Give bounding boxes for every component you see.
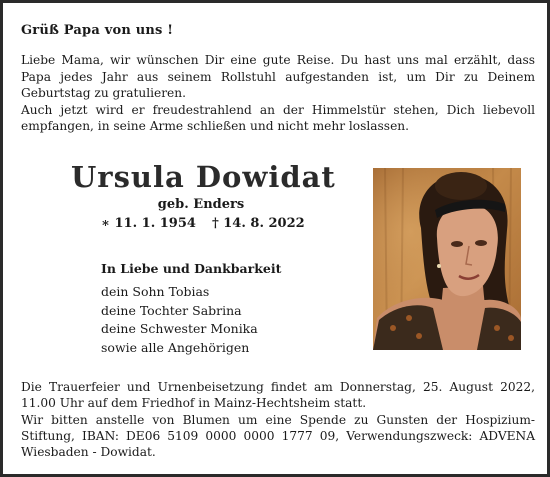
funeral-info: Die Trauerfeier und Urnenbeisetzung findet am Donnerstag, 25. August 2022, 11.00 Uhr auf dem Friedhof in Mainz-Hechtsheim statt. bbox=[21, 380, 535, 411]
mourner-line: dein Sohn Tobias bbox=[101, 284, 210, 299]
intro-paragraph: Auch jetzt wird er freudestrahlend an der Himmelstür stehen, Dich liebevoll empfangen, in seine Arme schließen und nicht mehr loslassen. bbox=[21, 102, 535, 133]
intro-text bbox=[21, 52, 535, 135]
greeting-heading: Grüß Papa von uns ! bbox=[21, 23, 174, 38]
death-date: † 14. 8. 2022 bbox=[211, 216, 305, 231]
donation-info: Wir bitten anstelle von Blumen um eine Spende zu Gunsten der Hospizium-Stiftung, IBAN: DE06 5109 0000 0000 1777 09, Verwendungszweck: ADVENA Wiesbaden - Dowidat. bbox=[21, 412, 535, 460]
birth-name: geb. Enders bbox=[157, 197, 245, 212]
service-details bbox=[21, 379, 535, 460]
mourners-heading: In Liebe und Dankbarkeit bbox=[101, 261, 282, 276]
intro-paragraph: Liebe Mama, wir wünschen Dir eine gute Reise. Du hast uns mal erzählt, dass Papa jedes Jahr aus seinem Rollstuhl aufgestanden ist, um Dir zu Deinem Geburtstag zu gratulieren. bbox=[21, 53, 535, 100]
mourner-line: sowie alle Angehörigen bbox=[101, 339, 250, 355]
birth-date: ∗ 11. 1. 1954 bbox=[101, 216, 196, 231]
mourner-line: deine Tochter Sabrina bbox=[101, 302, 242, 318]
mourners-list bbox=[101, 283, 258, 357]
mourner-line: deine Schwester Monika bbox=[101, 321, 258, 336]
portrait-photo bbox=[373, 168, 521, 350]
life-dates bbox=[101, 216, 305, 231]
deceased-name: Ursula Dowidat bbox=[71, 160, 336, 194]
